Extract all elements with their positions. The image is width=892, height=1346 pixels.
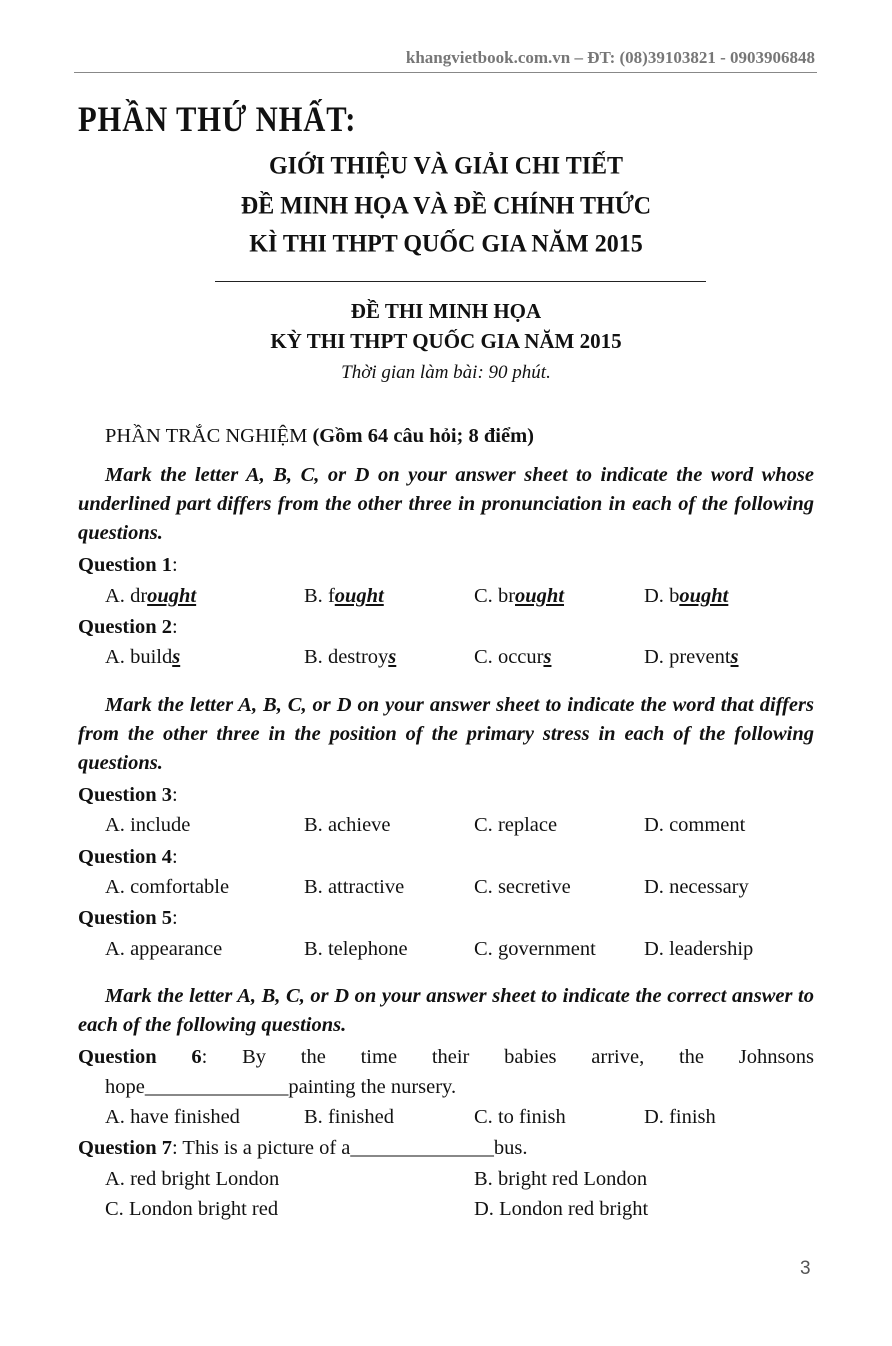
q4-option-a[interactable] bbox=[105, 872, 229, 902]
option-text: D. bbox=[644, 876, 664, 898]
q1-option-c[interactable] bbox=[474, 581, 564, 611]
option-text: : bbox=[171, 846, 178, 868]
option-text: C. bbox=[474, 814, 493, 836]
q2-option-a[interactable] bbox=[105, 642, 180, 672]
option-text: red bright London bbox=[130, 1168, 280, 1190]
option-text: C. bbox=[474, 876, 493, 898]
option-text: Question 2 bbox=[78, 616, 172, 638]
option-text: b bbox=[663, 585, 680, 607]
option-text: B. bbox=[304, 1106, 323, 1128]
option-text: : bbox=[171, 554, 178, 576]
question-3-label bbox=[78, 780, 178, 810]
option-text: : By the time their babies arrive, the Johnsons bbox=[201, 1046, 814, 1068]
q4-option-b[interactable] bbox=[304, 872, 404, 902]
option-text: dr bbox=[124, 585, 148, 607]
option-text: A. bbox=[105, 814, 125, 836]
section-name: PHẦN TRẮC NGHIỆM bbox=[105, 425, 308, 447]
option-text: D. bbox=[644, 585, 664, 607]
option-text: A. bbox=[105, 1168, 125, 1190]
option-text: : bbox=[171, 616, 178, 638]
q6-option-d[interactable] bbox=[644, 1102, 716, 1132]
instruction-3: Mark the letter A, B, C, or D on your answer sheet to indicate the correct answer to each of the following questions. bbox=[78, 985, 814, 1036]
section-detail: (Gồm 64 câu hỏi; 8 điểm) bbox=[307, 425, 534, 447]
q5-option-b[interactable] bbox=[304, 934, 408, 964]
option-text: secretive bbox=[497, 876, 571, 898]
underlined-part: s bbox=[388, 646, 397, 668]
option-text: C. bbox=[474, 938, 493, 960]
option-text: C. bbox=[105, 1198, 124, 1220]
page-header: khangvietbook.com.vn – ĐT: (08)39103821 - 0903906848 bbox=[405, 48, 815, 67]
q5-option-d[interactable] bbox=[644, 934, 753, 964]
option-text: Question 6 bbox=[78, 1046, 202, 1068]
q7-option-a[interactable] bbox=[105, 1164, 279, 1194]
option-text: Question 3 bbox=[78, 784, 172, 806]
option-text: replace bbox=[497, 814, 558, 836]
question-1-label bbox=[78, 550, 178, 580]
option-text: Question 7 bbox=[78, 1137, 172, 1159]
option-text: A. bbox=[105, 938, 125, 960]
instruction-2: Mark the letter A, B, C, or D on your answer sheet to indicate the word that differs from the other three in the position of the primary stress in each of the following questions. bbox=[78, 694, 814, 774]
underlined-part: s bbox=[172, 646, 181, 668]
option-text: B. bbox=[304, 814, 323, 836]
underlined-part: ought bbox=[147, 585, 197, 607]
option-text: leadership bbox=[669, 938, 754, 960]
q7-option-b[interactable] bbox=[474, 1164, 647, 1194]
option-text: Question 5 bbox=[78, 907, 172, 929]
option-text: comfortable bbox=[130, 876, 230, 898]
option-text: telephone bbox=[327, 938, 408, 960]
option-text: London red bright bbox=[499, 1198, 649, 1220]
question-5-label bbox=[78, 903, 178, 933]
option-text: : bbox=[171, 907, 178, 929]
q2-option-d[interactable] bbox=[644, 642, 739, 672]
q7-option-d[interactable] bbox=[474, 1194, 648, 1224]
option-text: comment bbox=[669, 814, 746, 836]
option-text: London bright red bbox=[128, 1198, 279, 1220]
option-text: finished bbox=[327, 1106, 394, 1128]
q3-option-a[interactable] bbox=[105, 810, 190, 840]
q6-option-a[interactable] bbox=[105, 1102, 240, 1132]
q5-option-c[interactable] bbox=[474, 934, 596, 964]
underlined-part: ought bbox=[679, 585, 729, 607]
underlined-part: ought bbox=[334, 585, 384, 607]
subtitle-3: KÌ THI THPT QUỐC GIA NĂM 2015 bbox=[249, 230, 643, 258]
option-text: necessary bbox=[669, 876, 749, 898]
question-7-stem bbox=[78, 1133, 527, 1163]
page-number: 3 bbox=[800, 1258, 811, 1279]
underlined-part: s bbox=[730, 646, 739, 668]
option-text: C. bbox=[474, 646, 493, 668]
option-text: Question 4 bbox=[78, 846, 172, 868]
exam-time: Thời gian làm bài: 90 phút. bbox=[341, 362, 551, 383]
option-text: B. bbox=[304, 585, 323, 607]
option-text: A. bbox=[105, 646, 125, 668]
q4-option-c[interactable] bbox=[474, 872, 571, 902]
option-text: have finished bbox=[130, 1106, 240, 1128]
option-text: A. bbox=[105, 585, 125, 607]
option-text: B. bbox=[304, 876, 323, 898]
instruction-1: Mark the letter A, B, C, or D on your answer sheet to indicate the word whose underlined part differs from the other three in pronunciation in each of the following questions. bbox=[78, 464, 814, 544]
option-text: B. bbox=[304, 646, 323, 668]
option-text: appearance bbox=[130, 938, 223, 960]
option-text: occur bbox=[492, 646, 544, 668]
option-text: destroy bbox=[322, 646, 389, 668]
option-text: prevent bbox=[663, 646, 731, 668]
section-heading bbox=[105, 421, 534, 451]
option-text: government bbox=[497, 938, 596, 960]
option-text: achieve bbox=[327, 814, 391, 836]
question-4-label bbox=[78, 842, 178, 872]
option-text: include bbox=[130, 814, 191, 836]
option-text: attractive bbox=[327, 876, 405, 898]
subtitle-1: GIỚI THIỆU VÀ GIẢI CHI TIẾT bbox=[268, 152, 624, 180]
q6-option-c[interactable] bbox=[474, 1102, 566, 1132]
part-title: PHẦN THỨ NHẤT: bbox=[78, 99, 357, 139]
q5-option-a[interactable] bbox=[105, 934, 222, 964]
option-text: Question 1 bbox=[78, 554, 172, 576]
option-text: D. bbox=[644, 814, 664, 836]
q1-option-d[interactable] bbox=[644, 581, 728, 611]
q2-option-c[interactable] bbox=[474, 642, 551, 672]
option-text: B. bbox=[474, 1168, 493, 1190]
question-2-label bbox=[78, 612, 178, 642]
q6-option-b[interactable] bbox=[304, 1102, 394, 1132]
exam-subtitle: KỲ THI THPT QUỐC GIA NĂM 2015 bbox=[270, 329, 622, 353]
q3-option-b[interactable] bbox=[304, 810, 391, 840]
option-text: D. bbox=[474, 1198, 494, 1220]
option-text: B. bbox=[304, 938, 323, 960]
option-text: bright red London bbox=[497, 1168, 648, 1190]
q2-option-b[interactable] bbox=[304, 642, 396, 672]
option-text: br bbox=[492, 585, 516, 607]
exam-title: ĐỀ THI MINH HỌA bbox=[350, 299, 542, 323]
option-text: f bbox=[322, 585, 335, 607]
option-text: build bbox=[124, 646, 173, 668]
option-text: : This is a picture of a______________bus. bbox=[171, 1137, 528, 1159]
q3-option-c[interactable] bbox=[474, 810, 557, 840]
option-text: D. bbox=[644, 938, 664, 960]
q4-option-d[interactable] bbox=[644, 872, 749, 902]
underlined-part: ought bbox=[515, 585, 565, 607]
option-text: D. bbox=[644, 646, 664, 668]
option-text: finish bbox=[669, 1106, 716, 1128]
header-divider bbox=[74, 72, 817, 73]
option-text: D. bbox=[644, 1106, 664, 1128]
option-text: A. bbox=[105, 876, 125, 898]
q3-option-d[interactable] bbox=[644, 810, 745, 840]
option-text: to finish bbox=[497, 1106, 566, 1128]
q1-option-b[interactable] bbox=[304, 581, 384, 611]
question-6-stem bbox=[78, 1042, 814, 1072]
subtitle-2: ĐỀ MINH HỌA VÀ ĐỀ CHÍNH THỨC bbox=[240, 192, 652, 220]
option-text: A. bbox=[105, 1106, 125, 1128]
q1-option-a[interactable] bbox=[105, 581, 196, 611]
option-text: : bbox=[171, 784, 178, 806]
underlined-part: s bbox=[543, 646, 552, 668]
q7-option-c[interactable] bbox=[105, 1194, 278, 1224]
option-text: C. bbox=[474, 585, 493, 607]
option-text: C. bbox=[474, 1106, 493, 1128]
question-6-stem-cont: hope______________painting the nursery. bbox=[105, 1076, 457, 1098]
title-divider bbox=[215, 281, 706, 282]
